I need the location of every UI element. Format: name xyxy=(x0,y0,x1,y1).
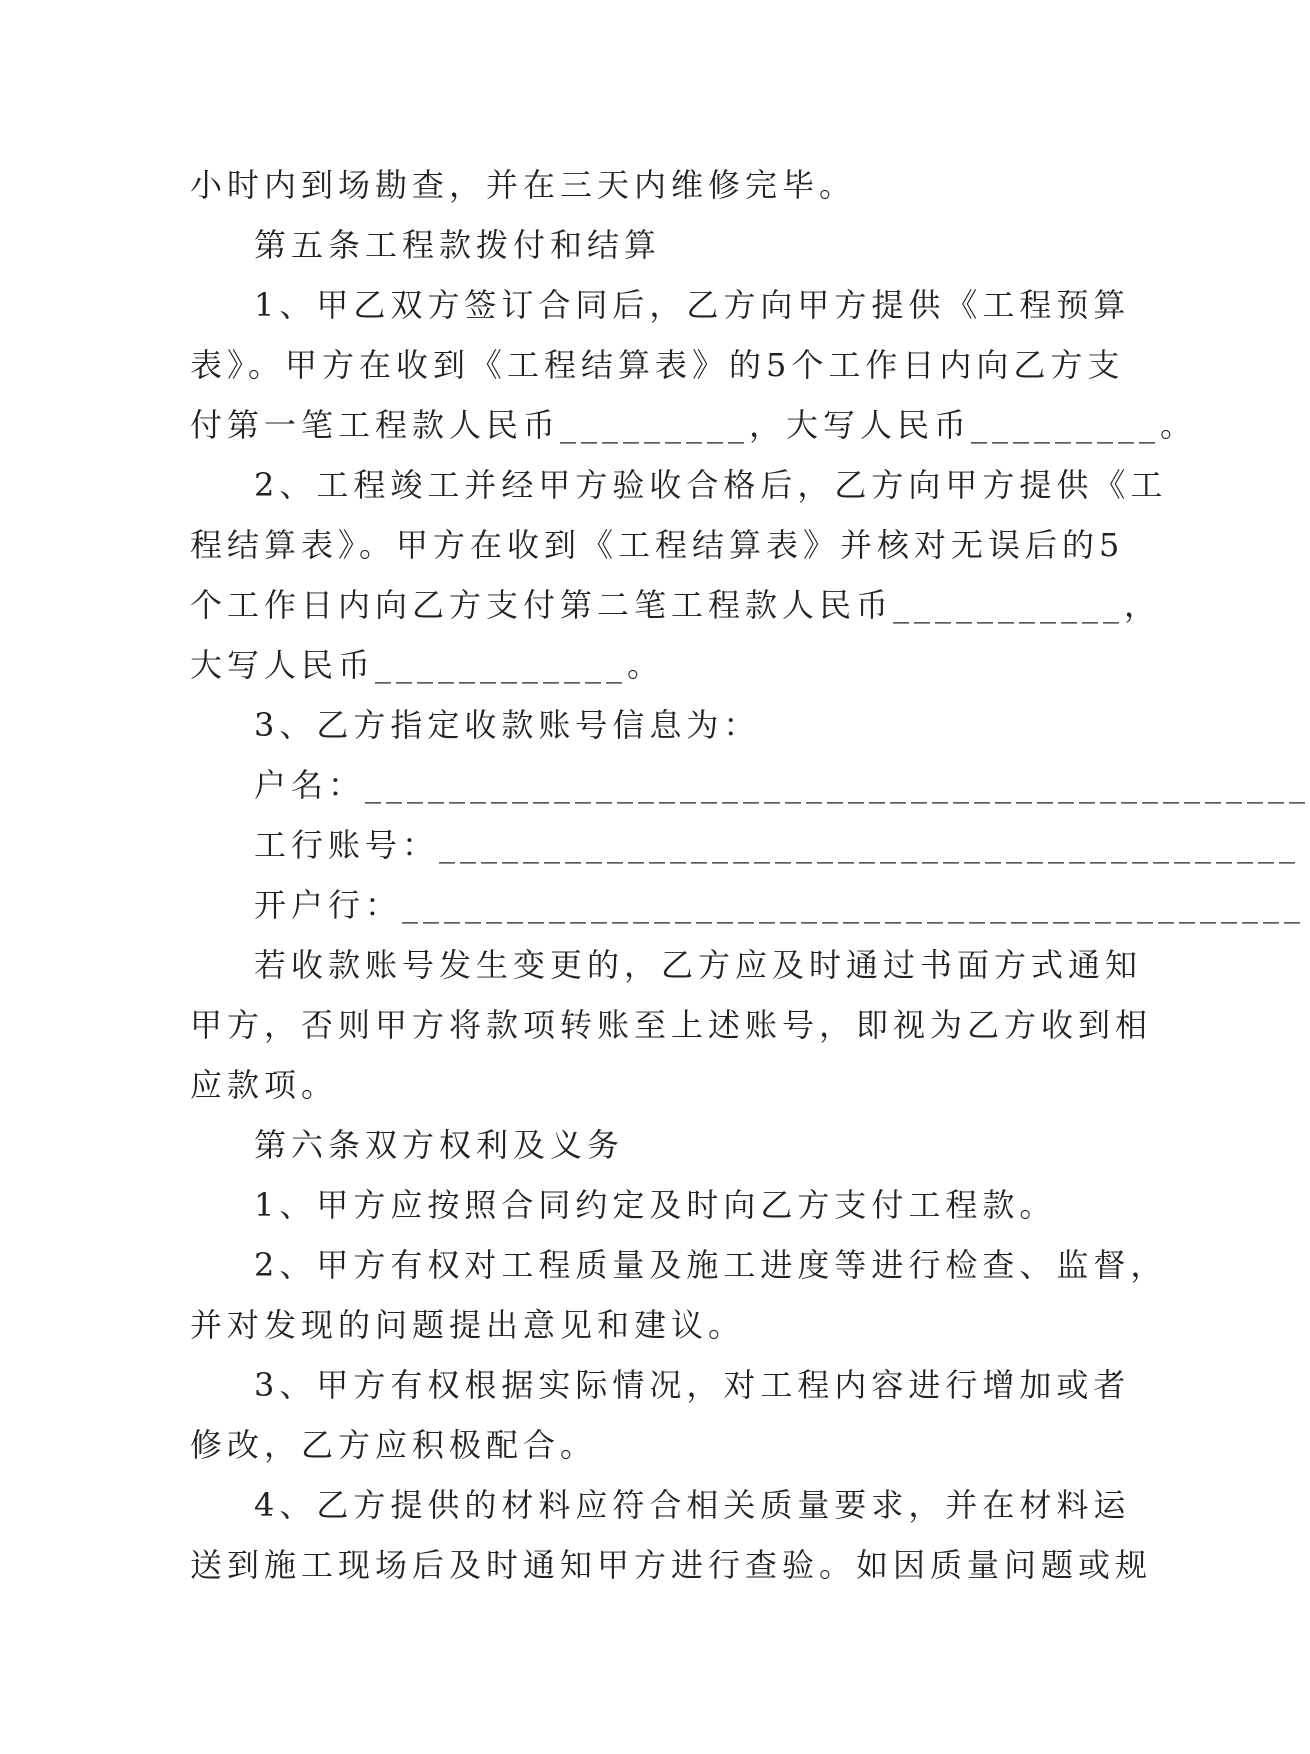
paragraph-line: 1、甲乙双方签订合同后，乙方向甲方提供《工程预算 xyxy=(254,286,1131,324)
paragraph-line: 甲方，否则甲方将款项转账至上述账号，即视为乙方收到相 xyxy=(190,1006,1153,1044)
paragraph-line: 应款项。 xyxy=(190,1066,339,1104)
paragraph-line: 修改，乙方应积极配合。 xyxy=(190,1426,598,1464)
account-bank-line: 开户行：___________________________________________ xyxy=(254,886,1306,924)
paragraph-line: 表》。甲方在收到《工程结算表》的5个工作日内向乙方支 xyxy=(190,346,1125,384)
section-heading-5: 第五条工程款拨付和结算 xyxy=(254,226,662,264)
account-number-line: 工行账号：_________________________________________ xyxy=(254,826,1301,864)
paragraph-line: 3、甲方有权根据实际情况，对工程内容进行增加或者 xyxy=(254,1366,1131,1404)
account-name-line: 户名：_____________________________________________ xyxy=(254,766,1310,804)
paragraph-line: 1、甲方应按照合同约定及时向乙方支付工程款。 xyxy=(254,1186,1057,1224)
paragraph-line: 若收款账号发生变更的，乙方应及时通过书面方式通知 xyxy=(254,946,1143,984)
paragraph-line: 程结算表》。甲方在收到《工程结算表》并核对无误后的5 xyxy=(190,526,1125,564)
paragraph-line: 个工作日内向乙方支付第二笔工程款人民币___________， xyxy=(190,586,1162,624)
paragraph-line: 2、工程竣工并经甲方验收合格后，乙方向甲方提供《工 xyxy=(254,466,1168,504)
section-heading-6: 第六条双方权利及义务 xyxy=(254,1126,625,1164)
paragraph-line: 大写人民币____________。 xyxy=(190,646,665,684)
paragraph-line: 付第一笔工程款人民币_________，大写人民币_________。 xyxy=(190,406,1198,444)
document-page xyxy=(190,155,1310,1595)
paragraph-line: 2、甲方有权对工程质量及施工进度等进行检查、监督， xyxy=(254,1246,1168,1284)
paragraph-line: 3、乙方指定收款账号信息为： xyxy=(254,706,761,744)
paragraph-line: 并对发现的问题提出意见和建议。 xyxy=(190,1306,746,1344)
paragraph-line: 送到施工现场后及时通知甲方进行查验。如因质量问题或规 xyxy=(190,1546,1153,1584)
paragraph-line: 小时内到场勘查，并在三天内维修完毕。 xyxy=(190,166,857,204)
paragraph-line: 4、乙方提供的材料应符合相关质量要求，并在材料运 xyxy=(254,1486,1131,1524)
